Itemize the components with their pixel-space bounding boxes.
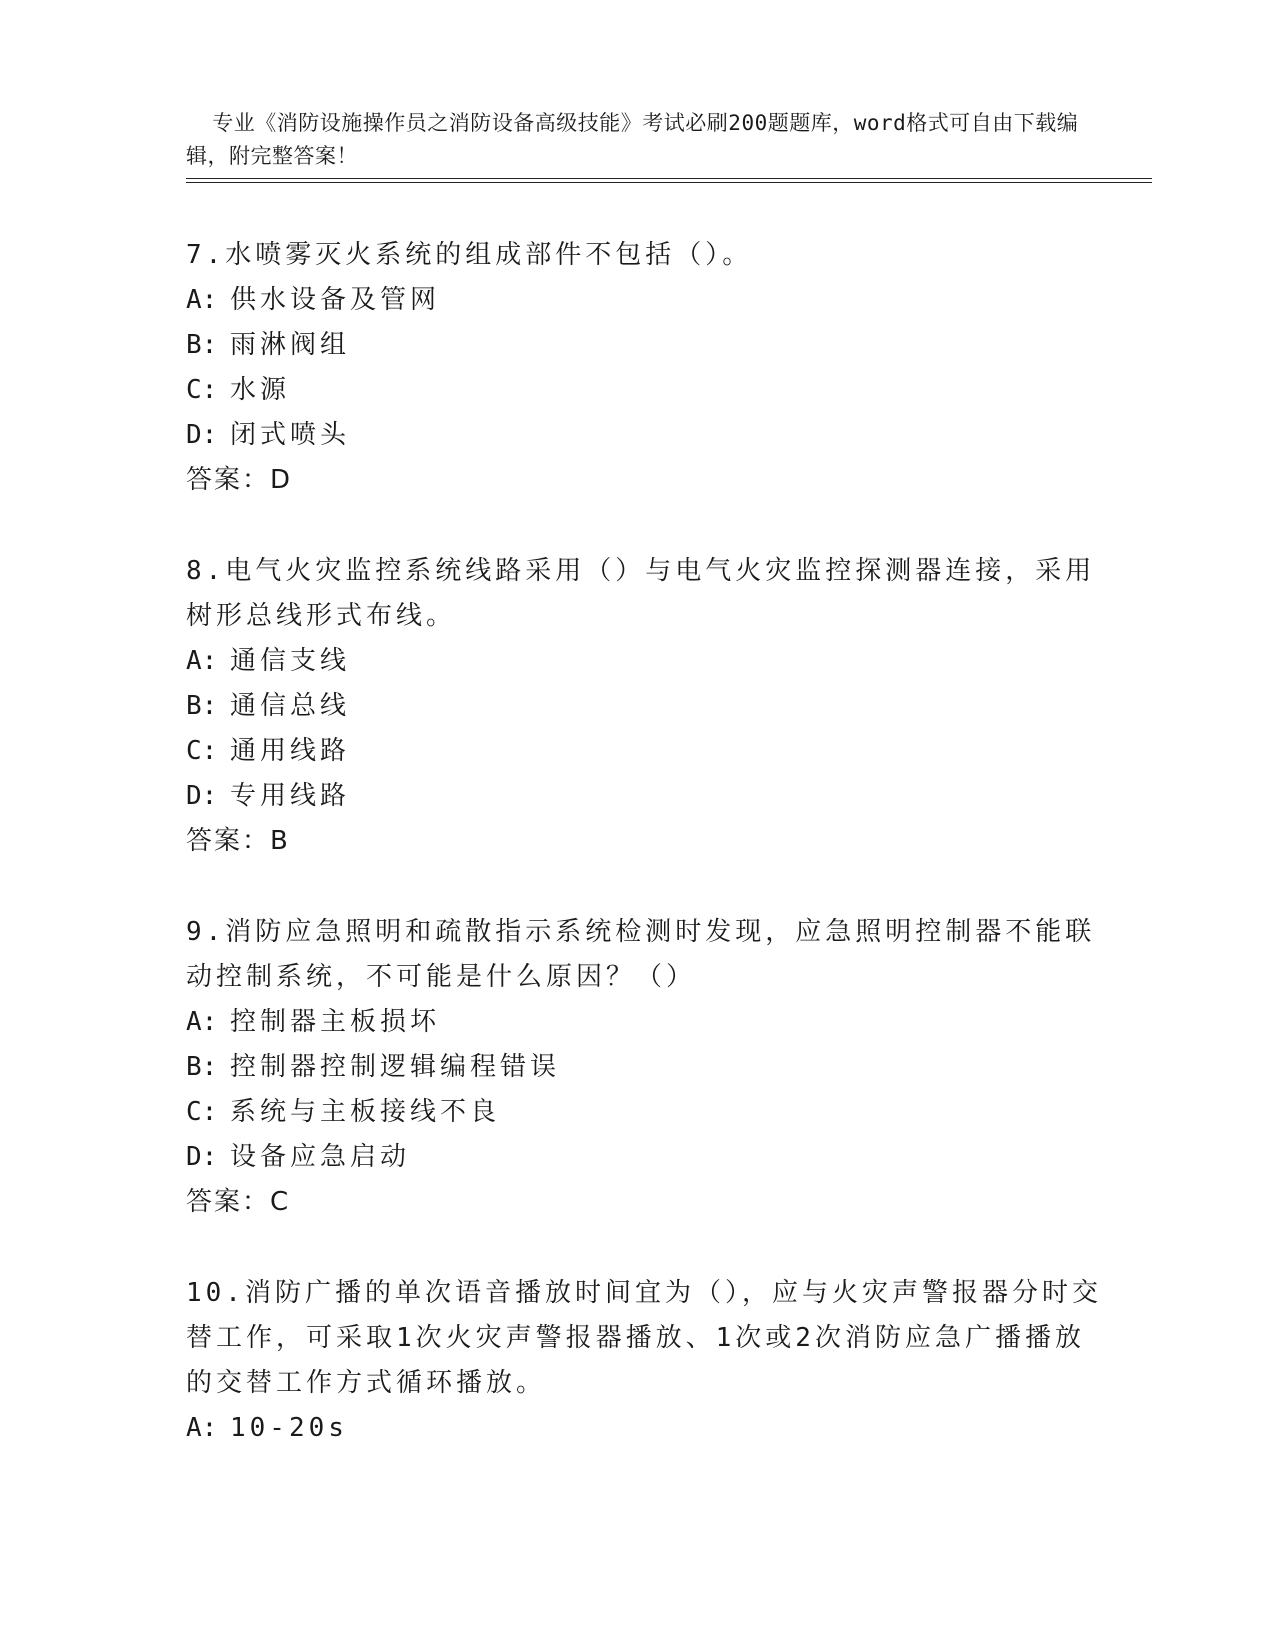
- document-header: [186, 74, 1086, 173]
- answer-line: 答案：C: [186, 1187, 291, 1217]
- option-a: [186, 278, 1106, 323]
- option-key: D:: [186, 420, 218, 450]
- header-intro-text: 专业《消防设施操作员之消防设备高级技能》考试必刷200题题库，word格式可自由下载编辑，附完整答案！: [186, 111, 1079, 168]
- question-text: 10.消防广播的单次语音播放时间宜为（），应与火灾声警报器分时交替工作，可采取1次火灾声警报器播放、1次或2次消防应急广播播放的交替工作方式循环播放。: [186, 1278, 1102, 1398]
- question-7: [186, 233, 1106, 503]
- option-text: 专用线路: [230, 781, 351, 811]
- option-key: C:: [186, 736, 218, 766]
- option-d: [186, 1135, 1106, 1180]
- option-c: [186, 729, 1106, 774]
- option-b: [186, 684, 1106, 729]
- option-text: 雨淋阀组: [230, 330, 351, 360]
- question-list: [186, 233, 1106, 1497]
- option-a: [186, 639, 1106, 684]
- option-text: 通用线路: [230, 736, 351, 766]
- answer-line: 答案：B: [186, 826, 290, 856]
- option-key: C:: [186, 1097, 218, 1127]
- question-text: 7.水喷雾灭火系统的组成部件不包括（）。: [186, 240, 753, 270]
- option-d: [186, 413, 1106, 458]
- option-key: C:: [186, 375, 218, 405]
- option-key: B:: [186, 330, 218, 360]
- header-divider-top: [186, 178, 1152, 179]
- question-10: [186, 1271, 1106, 1451]
- option-text: 设备应急启动: [230, 1142, 411, 1172]
- option-text: 10-20s: [230, 1413, 348, 1443]
- header-divider-bottom: [186, 182, 1152, 183]
- question-8: [186, 549, 1106, 864]
- question-9: [186, 910, 1106, 1225]
- option-a: [186, 1000, 1106, 1045]
- option-text: 通信总线: [230, 691, 351, 721]
- question-text: 8.电气火灾监控系统线路采用（）与电气火灾监控探测器连接，采用树形总线形式布线。: [186, 556, 1096, 631]
- option-a: [186, 1406, 1106, 1451]
- option-key: D:: [186, 781, 218, 811]
- option-text: 通信支线: [230, 646, 351, 676]
- question-text: 9.消防应急照明和疏散指示系统检测时发现，应急照明控制器不能联动控制系统，不可能是什么原因？（）: [186, 917, 1096, 992]
- option-key: A:: [186, 285, 218, 315]
- option-d: [186, 774, 1106, 819]
- option-b: [186, 1045, 1106, 1090]
- option-text: 闭式喷头: [230, 420, 351, 450]
- option-key: B:: [186, 691, 218, 721]
- option-text: 供水设备及管网: [230, 285, 441, 315]
- option-key: A:: [186, 1007, 218, 1037]
- option-key: A:: [186, 646, 218, 676]
- option-c: [186, 1090, 1106, 1135]
- option-key: D:: [186, 1142, 218, 1172]
- option-key: B:: [186, 1052, 218, 1082]
- option-text: 控制器主板损坏: [230, 1007, 441, 1037]
- option-text: 水源: [230, 375, 291, 405]
- option-c: [186, 368, 1106, 413]
- option-b: [186, 323, 1106, 368]
- option-text: 控制器控制逻辑编程错误: [230, 1052, 561, 1082]
- option-text: 系统与主板接线不良: [230, 1097, 501, 1127]
- option-key: A:: [186, 1413, 218, 1443]
- answer-line: 答案：D: [186, 465, 293, 495]
